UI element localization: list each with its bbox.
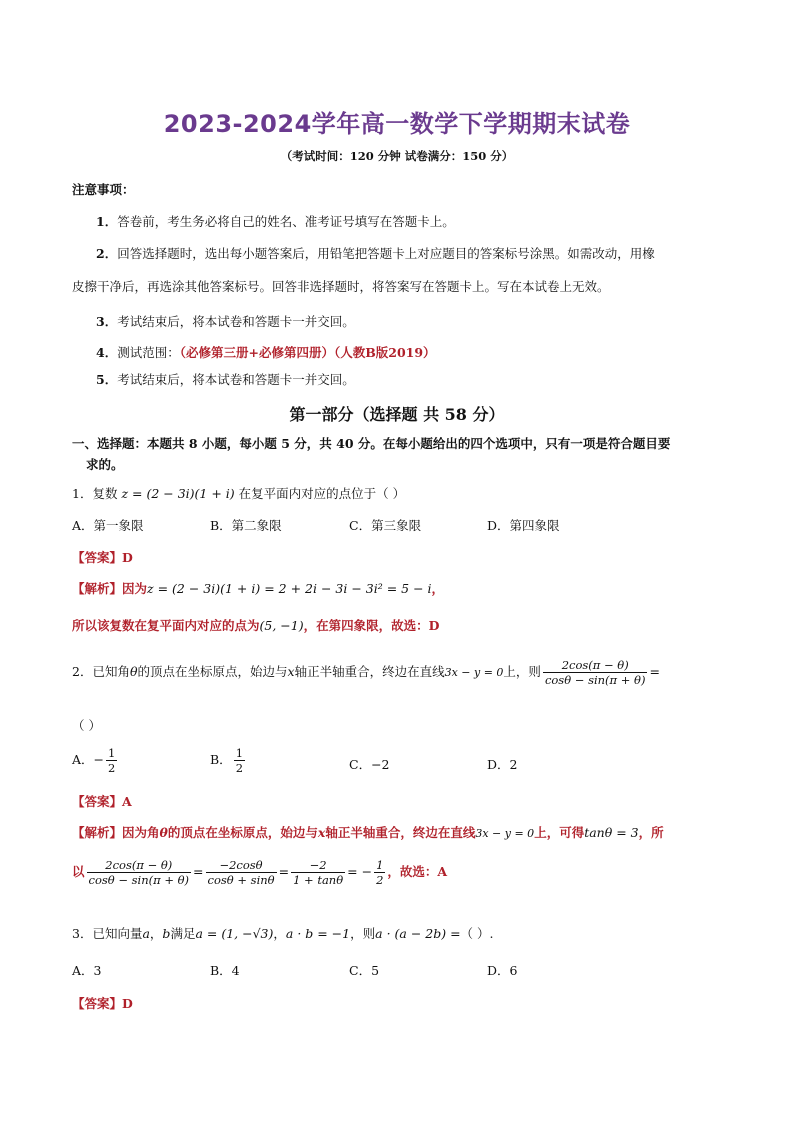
q2-analysis-cont: 以 $\frac{2\cos(\pi - \theta)}{\cos\theta - \sin(\pi + \theta)}$ = $\frac{-2\cos\theta}{\cos\theta + \sin\theta}$ = $\frac{-2}{1 + \tan\theta}$ = − $\frac{1}{2}$ ，故选：A bbox=[72, 858, 448, 887]
q1-option-c: C．第三象限 bbox=[349, 518, 422, 533]
q3-option-c: C．5 bbox=[349, 963, 380, 978]
q1-answer: 【答案】D bbox=[72, 550, 133, 565]
document-title: 2023-2024学年高一数学下学期期末试卷 bbox=[163, 110, 631, 138]
exam-info: （考试时间：120 分钟 试卷满分：150 分） bbox=[280, 149, 514, 163]
notice-item: 4．测试范围：（必修第三册+必修第四册）（人教B版2019） bbox=[96, 345, 436, 360]
notice-item: 2．回答选择题时，选出每小题答案后，用铅笔把答题卡上对应题目的答案标号涂黑。如需改动，用橡 bbox=[96, 246, 655, 261]
q2-analysis: 【解析】因为角θ的顶点在坐标原点，始边与x轴正半轴重合，终边在直线3x − y = 0上，可得tanθ = 3，所 bbox=[72, 825, 664, 840]
q1-option-b: B．第二象限 bbox=[210, 518, 282, 533]
question-3: 3．已知向量a，b满足a = (1, −√3)，a · b = −1，则a · (a − 2b) =（ ）. bbox=[72, 926, 494, 941]
q1-option-d: D．第四象限 bbox=[487, 518, 560, 533]
part-heading: 一、选择题：本题共 8 小题，每小题 5 分，共 40 分。在每小题给出的四个选项中，只有一项是符合题目要 bbox=[72, 436, 671, 451]
section-title: 第一部分（选择题 共 58 分） bbox=[289, 405, 505, 424]
q1-option-a: A．第一象限 bbox=[72, 518, 144, 533]
notice-item: 1．答卷前，考生务必将自己的姓名、准考证号填写在答题卡上。 bbox=[96, 214, 455, 229]
q2-option-b: B． $\frac{1}{2}$ bbox=[210, 746, 244, 775]
q1-analysis: 【解析】因为z = (2 − 3i)(1 + i) = 2 + 2i − 3i − 3i² = 5 − i， bbox=[72, 581, 445, 596]
q2-paren: （ ） bbox=[72, 718, 101, 733]
q2-option-a: A．− $\frac{1}{2}$ bbox=[72, 746, 116, 775]
q3-option-d: D．6 bbox=[487, 963, 518, 978]
q2-option-c: C．−2 bbox=[349, 757, 390, 772]
q2-option-d: D．2 bbox=[487, 757, 518, 772]
q3-option-b: B．4 bbox=[210, 963, 240, 978]
question-2: 2．已知角θ的顶点在坐标原点，始边与x轴正半轴重合，终边在直线3x − y = 0上，则 $\frac{2\cos(\pi - \theta)}{\cos\theta - \sin(\pi + \theta)}$ = bbox=[72, 658, 660, 687]
question-1: 1．复数 z = (2 − 3i)(1 + i) 在复平面内对应的点位于（ ） bbox=[72, 486, 406, 501]
notice-item: 3．考试结束后，将本试卷和答题卡一并交回。 bbox=[96, 314, 355, 329]
q1-analysis-cont: 所以该复数在复平面内对应的点为(5, −1)，在第四象限，故选：D bbox=[72, 618, 440, 633]
notice-heading: 注意事项： bbox=[72, 182, 135, 197]
notice-item: 皮擦干净后，再选涂其他答案标号。回答非选择题时，将答案写在答题卡上。写在本试卷上无效。 bbox=[72, 279, 610, 294]
q3-option-a: A．3 bbox=[72, 963, 102, 978]
q3-answer: 【答案】D bbox=[72, 996, 133, 1011]
part-heading-cont: 求的。 bbox=[86, 457, 124, 472]
q2-answer: 【答案】A bbox=[72, 794, 132, 809]
notice-item: 5．考试结束后，将本试卷和答题卡一并交回。 bbox=[96, 372, 355, 387]
